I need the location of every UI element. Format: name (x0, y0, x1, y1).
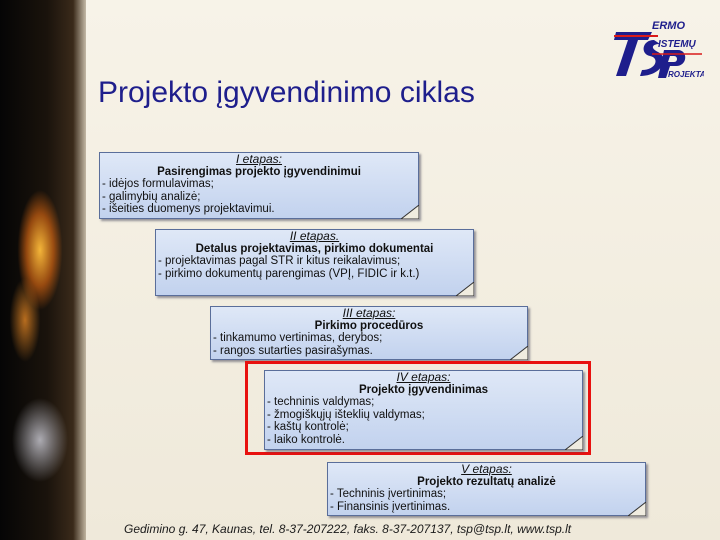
stage-title: Projekto rezultatų analizė (417, 475, 556, 488)
footer-contact: Gedimino g. 47, Kaunas, tel. 8-37-207222, faks. 8-37-207137, tsp@tsp.lt, www.tsp.lt (124, 522, 572, 536)
stage-item: - techninis valdymas; (267, 396, 375, 409)
stage-label: III etapas: (342, 306, 396, 320)
stage-box-3 (210, 306, 528, 360)
stage-item: - rangos sutarties pasirašymas. (213, 344, 373, 357)
tsp-logo (612, 14, 704, 86)
page-fold-icon (510, 346, 528, 360)
stage-item: - pirkimo dokumentų parengimas (VPĮ, FIDIC ir k.t.) (158, 267, 420, 280)
stage-box-4 (264, 370, 583, 450)
stage-title: Pirkimo procedūros (314, 319, 424, 332)
page-fold-icon (628, 502, 646, 516)
stage-item: - išeities duomenys projektavimui. (102, 203, 275, 216)
stage-label: I etapas: (235, 152, 283, 166)
stage-item: - galimybių analizė; (102, 190, 201, 203)
logo-line2: ISTEMŲ (658, 39, 696, 50)
stage-label: V etapas: (461, 462, 512, 476)
stage-item: - Techninis įvertinimas; (330, 488, 447, 501)
stage-title: Projekto įgyvendinimas (358, 383, 489, 396)
page-fold-icon (401, 205, 419, 219)
logo-line3: ROJEKTAI (668, 70, 704, 79)
flame-decoration-image (0, 0, 86, 540)
stage-item: - Finansinis įvertinimas. (330, 500, 451, 513)
stage-box-2 (155, 229, 474, 296)
page-fold-icon (565, 436, 583, 450)
stage-item: - idėjos formulavimas; (102, 178, 214, 191)
stage-label: II etapas. (289, 229, 340, 243)
logo-icon (612, 14, 704, 86)
logo-line1: ERMO (652, 20, 685, 32)
stage-item: - laiko kontrolė. (267, 433, 345, 446)
stage-item: - kaštų kontrolė; (267, 421, 349, 434)
stage-title: Pasirengimas projekto įgyvendinimui (157, 165, 361, 178)
stage-box-1 (99, 152, 419, 219)
stage-item: - žmogiškųjų išteklių valdymas; (267, 408, 425, 421)
stage-item: - tinkamumo vertinimas, derybos; (213, 332, 383, 345)
stage-box-5 (327, 462, 646, 516)
page-fold-icon (456, 282, 474, 296)
stage-label: IV etapas: (396, 370, 451, 384)
slide-title: Projekto įgyvendinimo ciklas (98, 76, 475, 109)
stage-item: - projektavimas pagal STR ir kitus reikalavimus; (158, 255, 401, 268)
stage-title: Detalus projektavimas, pirkimo dokumentai (195, 242, 434, 255)
